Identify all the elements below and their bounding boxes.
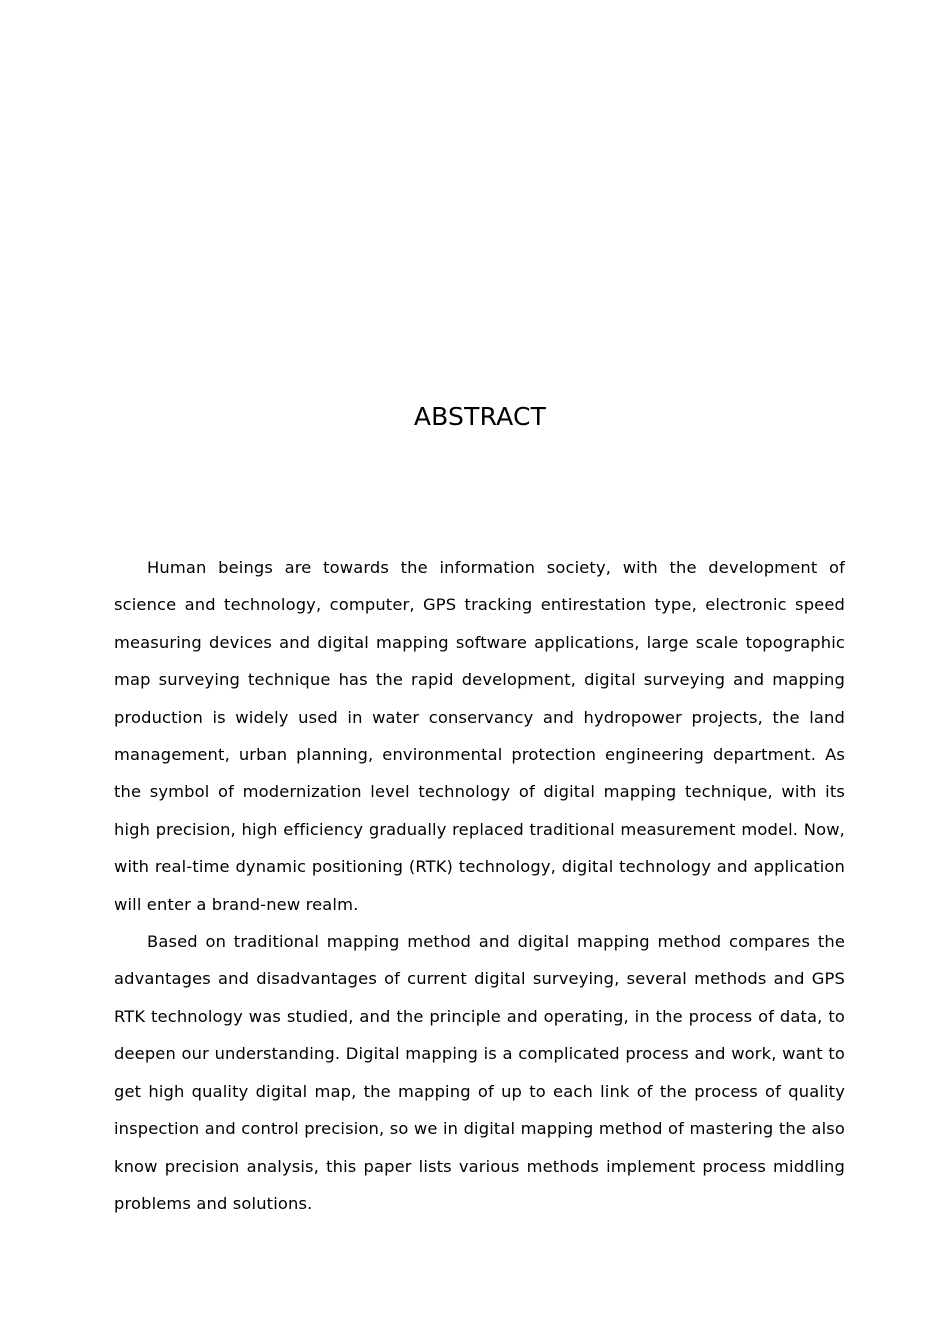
abstract-paragraph-1: Human beings are towards the information society, with the development of science and technology, computer, GPS tracking entirestation type, electronic speed measuring devices and digital mapping software applications, large scale topographic map surveying technique has the rapid development, digital surveying and mapping production is widely used in water conservancy and hydropower projects, the land management, urban planning, environmental protection engineering department. As the symbol of modernization level technology of digital mapping technique, with its high precision, high efficiency gradually replaced traditional measurement model. Now, with real-time dynamic positioning (RTK) technology, digital technology and application will enter a brand-new realm. bbox=[114, 558, 845, 914]
abstract-body bbox=[114, 549, 845, 1222]
abstract-paragraph-2: Based on traditional mapping method and digital mapping method compares the advantages and disadvantages of current digital surveying, several methods and GPS RTK technology was studied, and the principle and operating, in the process of data, to deepen our understanding. Digital mapping is a complicated process and work, want to get high quality digital map, the mapping of up to each link of the process of quality inspection and control precision, so we in digital mapping method of mastering the also know precision analysis, this paper lists various methods implement process middling problems and solutions. bbox=[114, 932, 845, 1213]
abstract-title: ABSTRACT bbox=[413, 402, 547, 431]
